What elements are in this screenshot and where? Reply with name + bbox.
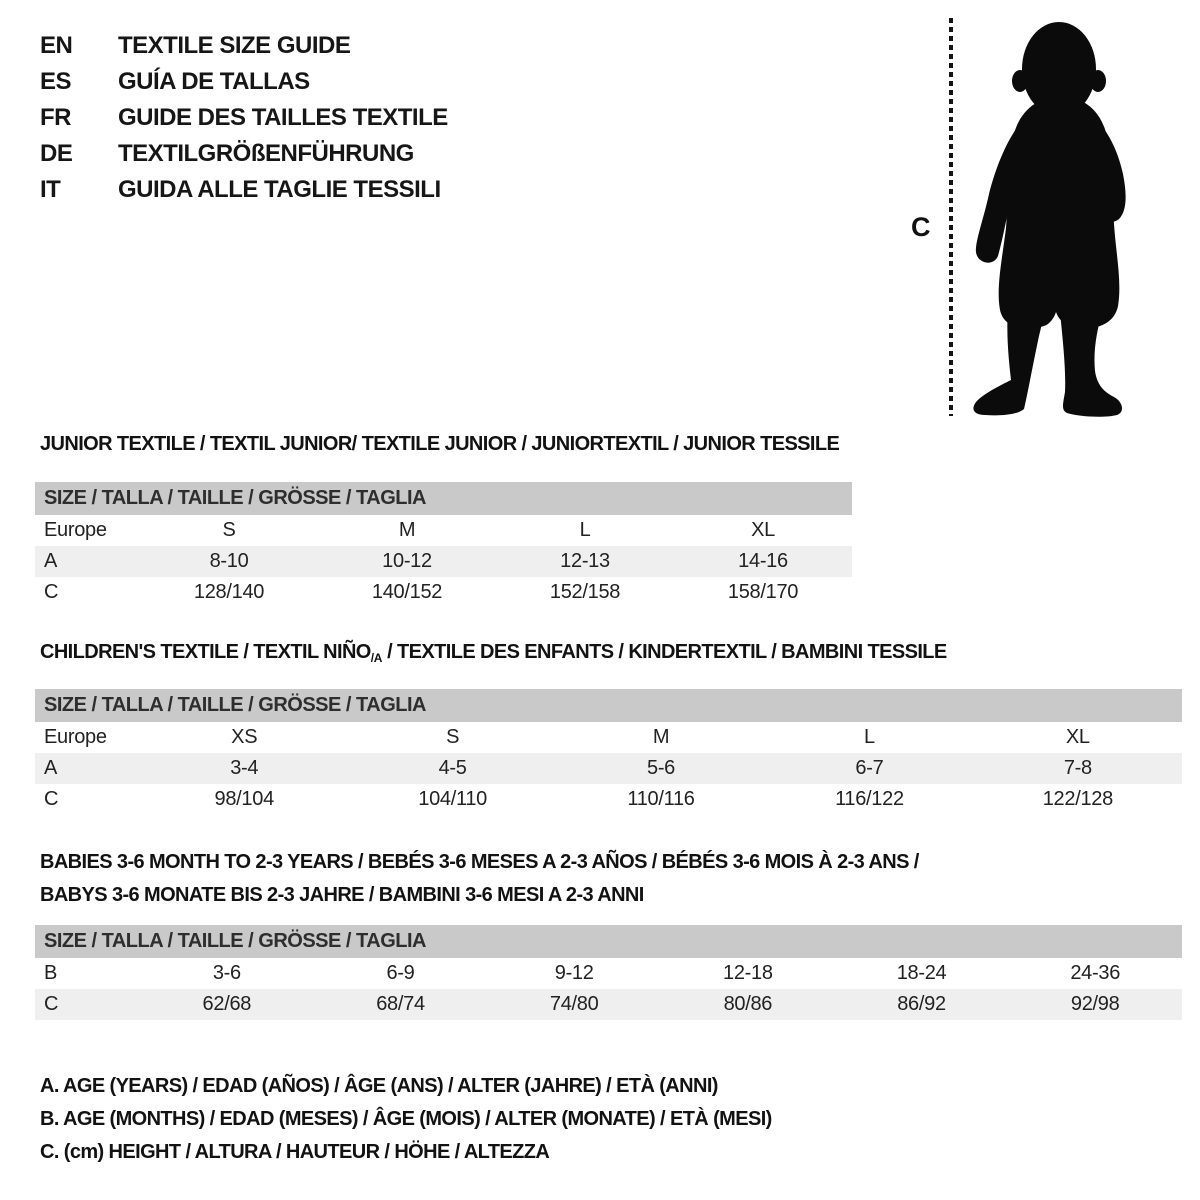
junior-section-heading: JUNIOR TEXTILE / TEXTIL JUNIOR/ TEXTILE JUNIOR / JUNIORTEXTIL / JUNIOR TESSILE (40, 433, 840, 455)
table-row-a (35, 546, 852, 577)
language-code: EN (40, 32, 73, 59)
size-table-header: SIZE / TALLA / TAILLE / GRÖSSE / TAGLIA (35, 925, 1182, 958)
legend-line-a: A. AGE (YEARS) / EDAD (AÑOS) / ÂGE (ANS) / ALTER (JAHRE) / ETÀ (ANNI) (40, 1075, 718, 1097)
size-cell: 158/170 (727, 581, 799, 603)
babies-heading-line2: BABYS 3-6 MONATE BIS 2-3 JAHRE / BAMBINI 3-6 MESI A 2-3 ANNI (40, 884, 644, 906)
guide-title: TEXTILGRÖßENFÜHRUNG (118, 140, 414, 167)
language-row-en (40, 28, 448, 64)
row-label: A (44, 550, 58, 572)
junior-size-table (35, 482, 852, 608)
size-cell: 12-13 (560, 550, 610, 572)
babies-heading-line1: BABIES 3-6 MONTH TO 2-3 YEARS / BEBÉS 3-6 MESES A 2-3 AÑOS / BÉBÉS 3-6 MOIS À 2-3 ANS / (40, 851, 919, 873)
table-row-a (35, 753, 1182, 784)
language-code: ES (40, 68, 72, 95)
size-cell: 5-6 (647, 757, 676, 779)
size-cell: M (652, 726, 670, 748)
language-code: FR (40, 104, 71, 131)
size-cell: 4-5 (438, 757, 467, 779)
size-cell: 10-12 (382, 550, 432, 572)
size-table-header: SIZE / TALLA / TAILLE / GRÖSSE / TAGLIA (35, 689, 1182, 722)
table-row-c (35, 989, 1182, 1020)
legend-line-c: C. (cm) HEIGHT / ALTURA / HAUTEUR / HÖHE / ALTEZZA (40, 1141, 550, 1163)
size-cell: 110/116 (627, 788, 695, 810)
size-cell: 68/74 (376, 993, 425, 1015)
row-label: C (44, 581, 59, 603)
language-row-de (40, 136, 448, 172)
toddler-silhouette-icon (966, 14, 1144, 420)
size-cell: L (579, 519, 591, 541)
row-label: A (44, 757, 58, 779)
legend-line-b: B. AGE (MONTHS) / EDAD (MESES) / ÂGE (MOIS) / ALTER (MONATE) / ETÀ (MESI) (40, 1108, 772, 1130)
size-cell: 152/158 (549, 581, 621, 603)
size-cell: 74/80 (549, 993, 599, 1015)
size-cell: 62/68 (202, 993, 252, 1015)
size-cell: 92/98 (1070, 993, 1120, 1015)
size-cell: 128/140 (193, 581, 265, 603)
language-row-it (40, 172, 448, 208)
guide-title: GUÍA DE TALLAS (118, 68, 310, 95)
table-row-europe (35, 722, 1182, 753)
size-cell: 18-24 (896, 962, 947, 984)
table-row-c (35, 784, 1182, 815)
row-label: C (44, 993, 59, 1015)
children-heading-post: / TEXTILE DES ENFANTS / KINDERTEXTIL / BAMBINI TESSILE (382, 641, 947, 663)
row-label: C (44, 788, 59, 810)
guide-title: TEXTILE SIZE GUIDE (118, 32, 351, 59)
height-measure-dashed-line (949, 18, 953, 416)
children-heading-pre: CHILDREN'S TEXTILE / TEXTIL NIÑO (40, 641, 371, 663)
language-code: DE (40, 140, 73, 167)
size-cell: 8-10 (209, 550, 249, 572)
language-row-fr (40, 100, 448, 136)
children-section-heading (40, 640, 947, 666)
size-cell: XS (231, 726, 258, 748)
row-label: B (44, 962, 58, 984)
measurement-legend (40, 1070, 772, 1169)
size-cell: 86/92 (897, 993, 946, 1015)
babies-section-heading (40, 846, 919, 912)
size-cell: 122/128 (1042, 788, 1113, 810)
language-title-list (40, 28, 448, 208)
size-cell: 116/122 (835, 788, 904, 810)
row-label: Europe (44, 726, 107, 748)
size-cell: 9-12 (554, 962, 594, 984)
guide-title: GUIDA ALLE TAGLIE TESSILI (118, 176, 441, 203)
table-row-c (35, 577, 852, 608)
size-cell: S (446, 726, 460, 748)
size-cell: 140/152 (371, 581, 443, 603)
size-cell: XL (1065, 726, 1090, 748)
table-row-b (35, 958, 1182, 989)
size-cell: 104/110 (418, 788, 487, 810)
size-table-header: SIZE / TALLA / TAILLE / GRÖSSE / TAGLIA (35, 482, 852, 515)
size-cell: XL (751, 519, 775, 541)
size-cell: 6-7 (855, 757, 884, 779)
row-label: Europe (44, 519, 107, 541)
size-cell: 3-4 (230, 757, 259, 779)
size-cell: L (864, 726, 875, 748)
size-cell: 24-36 (1070, 962, 1121, 984)
guide-title: GUIDE DES TAILLES TEXTILE (118, 104, 448, 131)
size-cell: 12-18 (723, 962, 773, 984)
size-cell: 6-9 (386, 962, 415, 984)
babies-size-table (35, 925, 1182, 1020)
height-measure-label: C (911, 212, 931, 242)
size-cell: 7-8 (1063, 757, 1092, 779)
size-cell: 98/104 (214, 788, 274, 810)
size-cell: 3-6 (212, 962, 241, 984)
table-row-europe (35, 515, 852, 546)
size-cell: M (398, 519, 416, 541)
size-cell: S (222, 519, 236, 541)
language-row-es (40, 64, 448, 100)
language-code: IT (40, 176, 61, 203)
size-cell: 80/86 (723, 993, 773, 1015)
children-heading-sub: /A (370, 651, 383, 665)
size-cell: 14-16 (738, 550, 788, 572)
children-size-table (35, 689, 1182, 815)
